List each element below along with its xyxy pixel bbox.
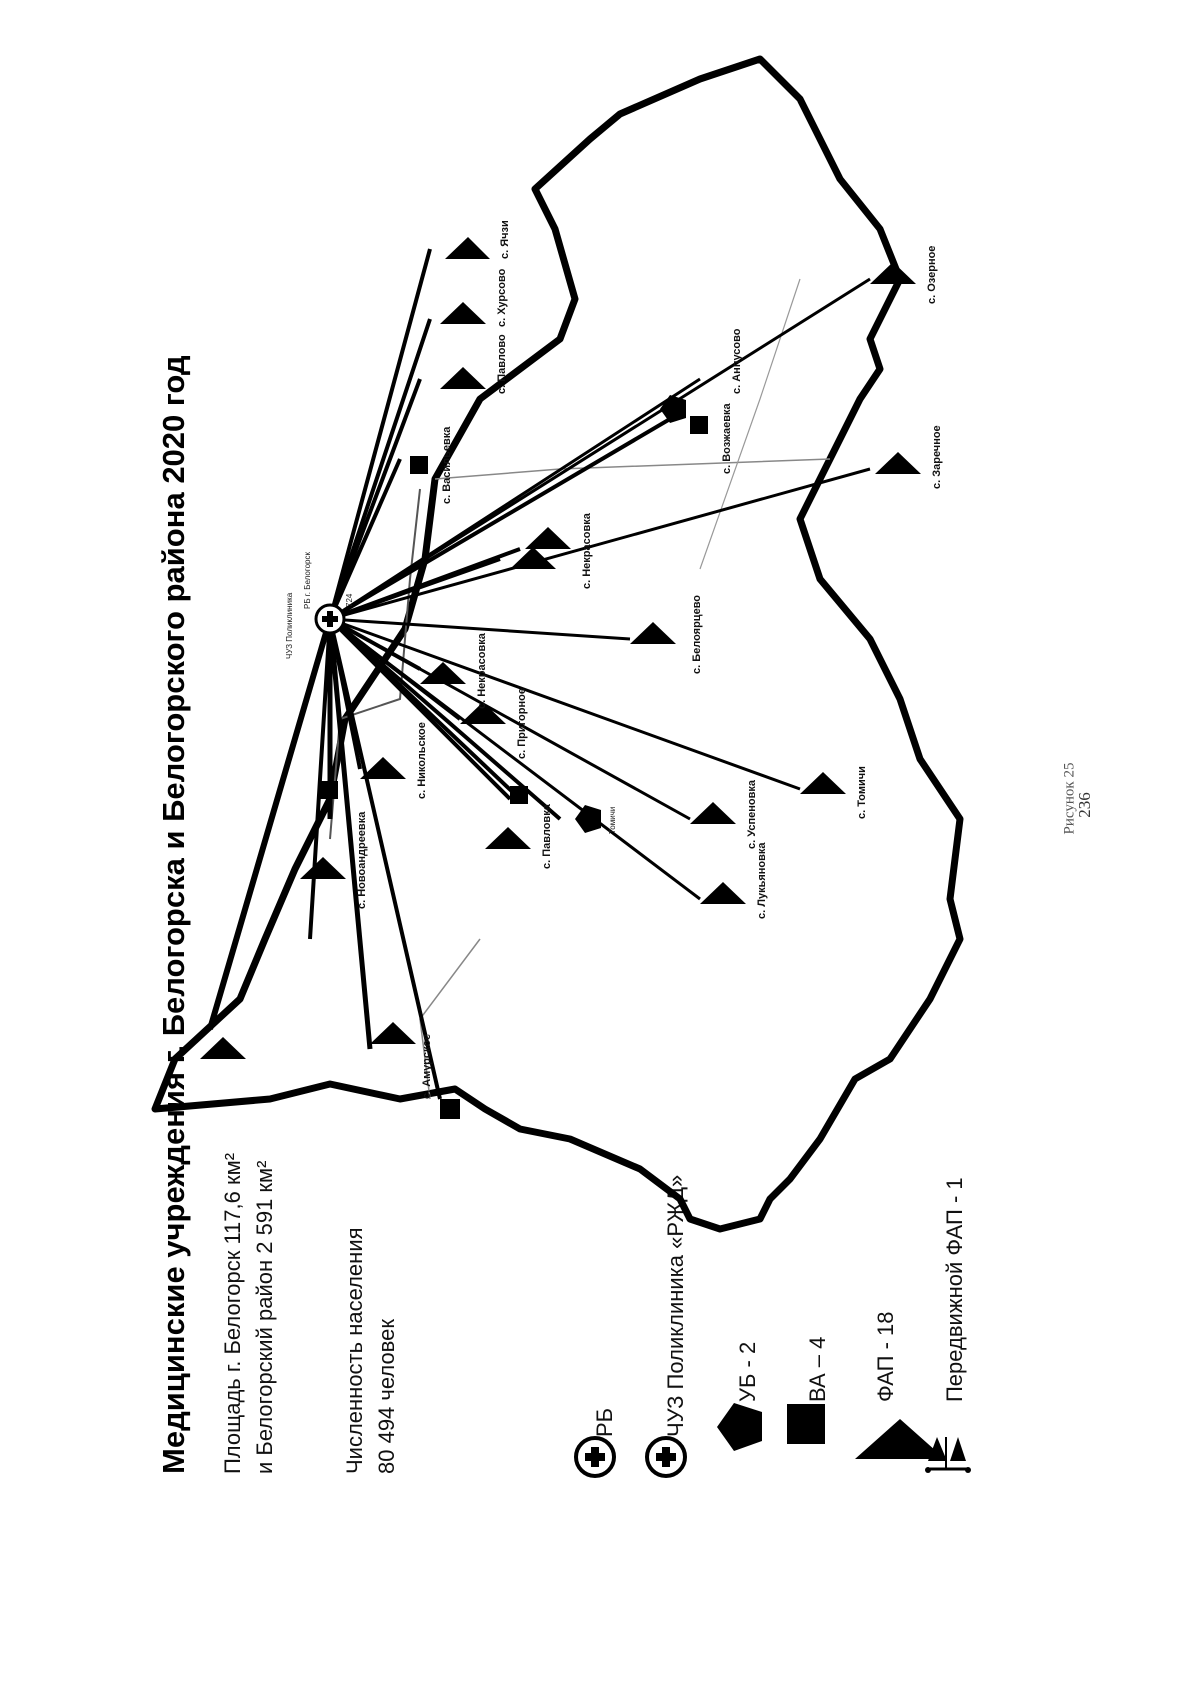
hub-polyclinic-label: ЧУЗ Поликлиника (285, 592, 294, 659)
legend-label-polyclinic: ЧУЗ Поликлиника «РЖД» (663, 1174, 688, 1437)
fap-icon (370, 1022, 416, 1044)
fap-icon (690, 802, 736, 824)
page-number: 236 (1075, 792, 1094, 818)
place-label: с. Некрасовка (581, 513, 593, 589)
mobile-fap-icon (925, 1437, 971, 1473)
hub-code: 724 (345, 593, 354, 607)
place-label: с. Некрасовка (476, 633, 488, 709)
misc-label: Томичи (608, 806, 617, 834)
place-label: с. Новоандреевка (356, 811, 368, 909)
legend-label-fap: ФАП - 18 (873, 1311, 898, 1402)
ub-icon (660, 395, 686, 423)
cross-circle-icon (647, 1438, 685, 1476)
legend-label-mobile-fap: Передвижной ФАП - 1 (942, 1177, 967, 1402)
place-label: с. Хурсово (496, 268, 508, 327)
fap-icon (870, 262, 916, 284)
hub-rb-icon (316, 605, 344, 633)
legend-label-ub: УБ - 2 (735, 1341, 760, 1402)
legend-label-va: ВА – 4 (805, 1336, 830, 1402)
place-label: с. Успеновка (746, 779, 758, 849)
figure-caption: Рисунок 25 (1061, 762, 1078, 835)
map-title: Медицинские учреждения г. Белогорска и Белогорского района 2020 год (156, 355, 191, 1474)
population-line-2: 80 494 человек (374, 1319, 399, 1474)
fap-icon (445, 237, 490, 259)
place-label: с. Анпусово (731, 328, 743, 394)
fap-icon (525, 527, 571, 549)
place-label: с. Пригорное (516, 688, 528, 759)
fap-icon (485, 827, 531, 849)
fap-icon (630, 622, 676, 644)
fap-icon (440, 302, 486, 324)
legend (576, 1175, 971, 1476)
connection-lines (210, 249, 870, 1099)
va-icon (440, 1099, 460, 1119)
va-icon (320, 781, 338, 799)
place-label: с. Ячзи (499, 220, 511, 259)
place-label: с. Лукьяновка (756, 842, 768, 919)
facility-markers (200, 237, 921, 1119)
legend-label-rb: РБ (592, 1407, 617, 1437)
population-line-1: Численность населения (342, 1227, 367, 1474)
fap-icon (875, 452, 921, 474)
square-icon (787, 1404, 825, 1444)
place-label: с. Томичи (856, 766, 868, 819)
va-icon (410, 456, 428, 474)
place-label: с. Васильевка (441, 426, 453, 504)
fap-icon (440, 367, 486, 389)
area-line-2: и Белогорский район 2 591 км² (252, 1160, 277, 1474)
fap-icon (200, 1037, 246, 1059)
va-icon (690, 416, 708, 434)
fap-icon (360, 757, 406, 779)
place-label: с. Амурское (421, 1033, 433, 1099)
area-line-1: Площадь г. Белогорск 117,6 км² (220, 1152, 245, 1474)
pentagon-icon (717, 1403, 762, 1451)
place-label: с. Озерное (926, 245, 938, 304)
place-label: с. Белоярцево (691, 594, 703, 674)
place-label: с. Павлово (496, 334, 508, 394)
va-icon (510, 786, 528, 804)
place-label: с. Заречное (931, 425, 943, 489)
fap-icon (300, 857, 346, 879)
fap-icon (700, 882, 746, 904)
cross-circle-icon (576, 1438, 614, 1476)
district-boundary (155, 59, 960, 1229)
place-label: с. Возжаевка (721, 403, 733, 474)
place-label: с. Никольское (416, 722, 428, 799)
fap-icon (800, 772, 846, 794)
place-label: с. Павловка (541, 804, 553, 869)
hub-label: РБ г. Белогорск (303, 552, 312, 609)
